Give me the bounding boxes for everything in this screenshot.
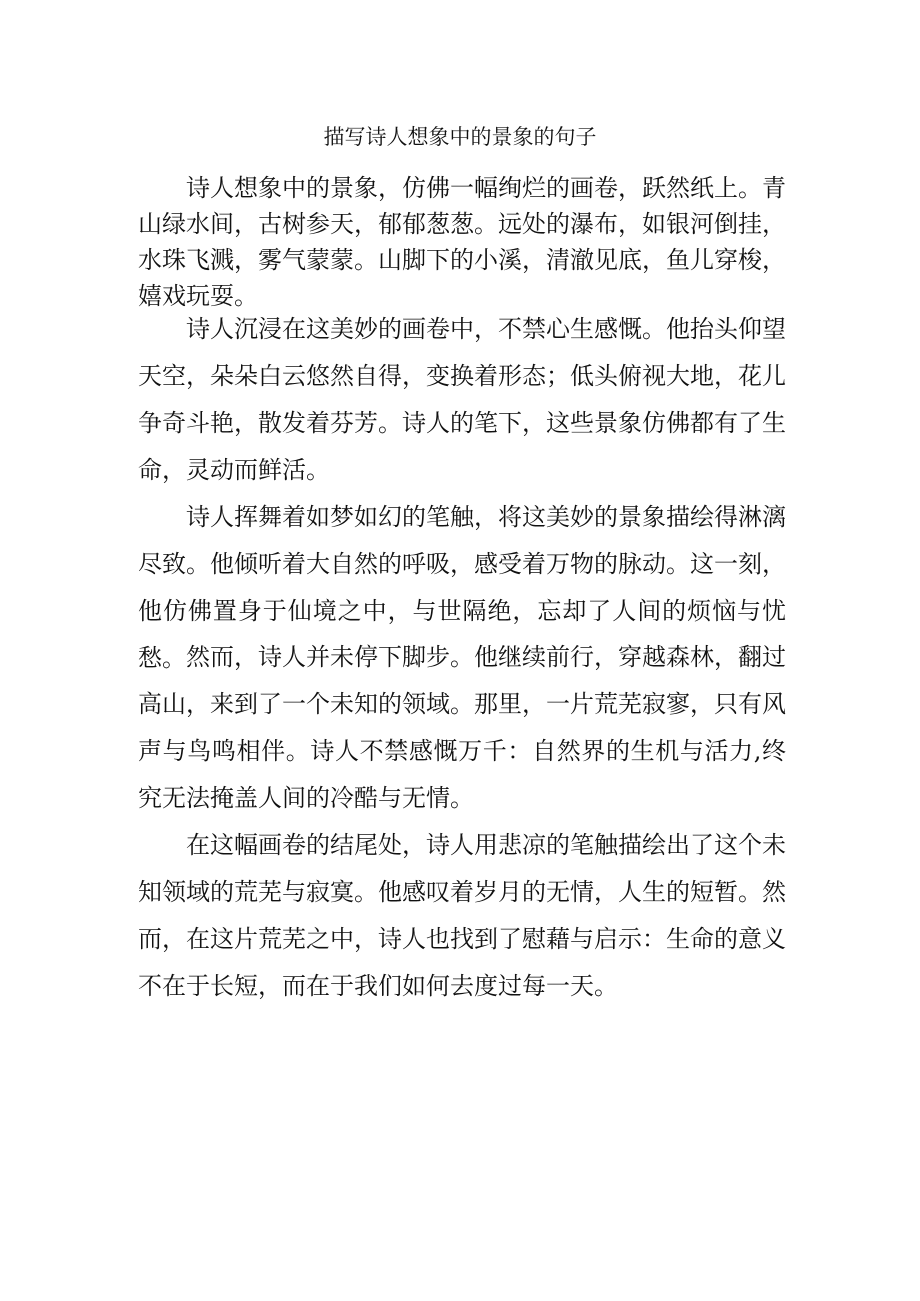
paragraph-2: 诗人沉浸在这美妙的画卷中，不禁心生感慨。他抬头仰望天空，朵朵白云悠然自得，变换着形态；低头俯视大地，花儿争奇斗艳，散发着芬芳。诗人的笔下，这些景象仿佛都有了生命，灵动而鲜活。 [138, 315, 786, 484]
document-title: 描写诗人想象中的景象的句子 [323, 125, 597, 149]
paragraph-4: 然而，诗人并未停下脚步。他继续前行，穿越森林，翻过高山，来到了一个未知的领域。那里，一片荒芜寂寥，只有风声与鸟鸣相伴。诗人不禁感慨万千：自然界的生机与活力,终究无法掩盖人间的冷酷与无情。 [138, 643, 786, 812]
paragraph-5: 在这幅画卷的结尾处，诗人用悲凉的笔触描绘出了这个未知领域的荒芜与寂寞。他感叹着岁月的无情，人生的短暂。然而，在这片荒芜之中，诗人也找到了慰藉与启示：生命的意义不在于长短，而在于我们如何去度过每一天。 [138, 831, 786, 1000]
paragraph-1: 诗人想象中的景象，仿佛一幅绚烂的画卷，跃然纸上。青山绿水间，古树参天，郁郁葱葱。远处的瀑布，如银河倒挂，水珠飞溅，雾气蒙蒙。山脚下的小溪，清澈见底，鱼儿穿梭，嬉戏玩耍。 [138, 174, 786, 310]
paragraph-3: 诗人挥舞着如梦如幻的笔触，将这美妙的景象描绘得淋漓尽致。他倾听着大自然的呼吸，感受着万物的脉动。这一刻，他仿佛置身于仙境之中，与世隔绝，忘却了人间的烦恼与忧愁。 [138, 503, 786, 672]
